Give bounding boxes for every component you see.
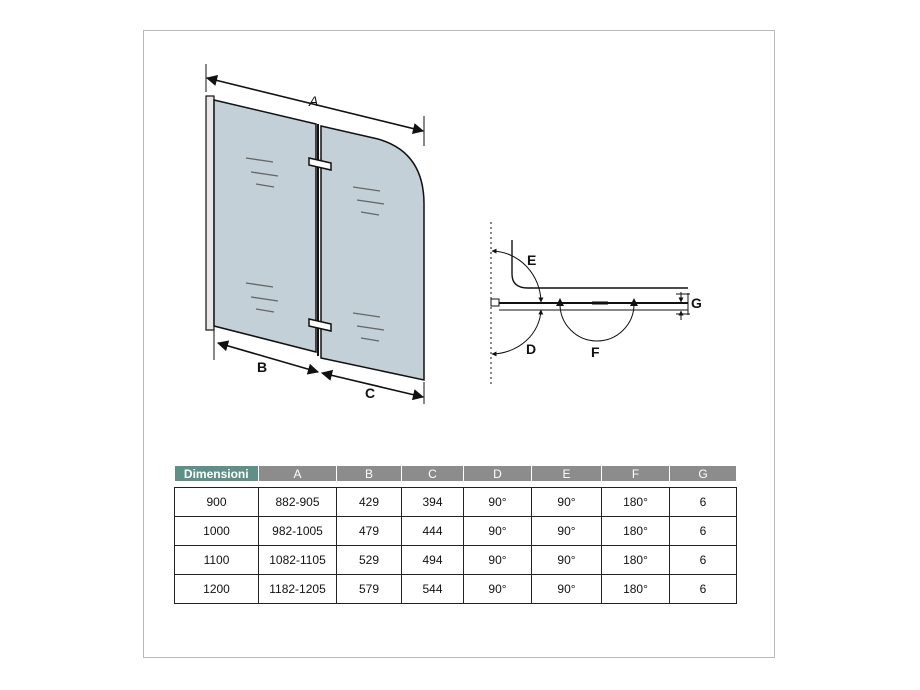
table-cell: 90° xyxy=(464,546,532,575)
table-cell: 1200 xyxy=(175,575,259,604)
wall-profile-plan xyxy=(491,299,499,306)
label-f: F xyxy=(591,344,600,360)
label-a: A xyxy=(309,93,319,109)
label-e: E xyxy=(527,252,537,268)
table-cell: 882-905 xyxy=(259,488,337,517)
table-cell: 6 xyxy=(670,546,737,575)
table-cell: 90° xyxy=(464,575,532,604)
table-cell: 1100 xyxy=(175,546,259,575)
table-cell: 90° xyxy=(532,546,602,575)
header-dimensioni: Dimensioni xyxy=(175,466,259,481)
dimensions-table xyxy=(174,466,737,604)
table-cell: 90° xyxy=(532,488,602,517)
table-cell: 1182-1205 xyxy=(259,575,337,604)
screen-top-view xyxy=(491,222,702,386)
label-b: B xyxy=(257,359,268,375)
screen-front-view xyxy=(206,64,424,404)
table-cell: 529 xyxy=(337,546,402,575)
table-cell: 180° xyxy=(602,546,670,575)
table-row xyxy=(175,546,737,575)
table-header-row xyxy=(175,466,737,481)
table-cell: 444 xyxy=(402,517,464,546)
table-row xyxy=(175,517,737,546)
table-cell: 394 xyxy=(402,488,464,517)
header-d: D xyxy=(464,466,532,481)
table-cell: 6 xyxy=(670,517,737,546)
table-row xyxy=(175,575,737,604)
table-cell: 180° xyxy=(602,488,670,517)
table-cell: 90° xyxy=(464,517,532,546)
table-cell: 180° xyxy=(602,575,670,604)
label-d: D xyxy=(526,341,537,357)
dimension-c xyxy=(322,373,424,404)
wall-profile xyxy=(206,96,214,330)
glass-panel-right xyxy=(321,126,424,380)
bath-outline xyxy=(512,240,688,288)
table-cell: 494 xyxy=(402,546,464,575)
header-f: F xyxy=(602,466,670,481)
table-cell: 180° xyxy=(602,517,670,546)
table-cell: 6 xyxy=(670,575,737,604)
label-g: G xyxy=(691,295,702,311)
table-cell: 429 xyxy=(337,488,402,517)
header-b: B xyxy=(337,466,402,481)
table-row xyxy=(175,488,737,517)
table-cell: 90° xyxy=(532,517,602,546)
table-cell: 900 xyxy=(175,488,259,517)
header-a: A xyxy=(259,466,337,481)
header-g: G xyxy=(670,466,737,481)
label-c: C xyxy=(365,385,376,401)
table-cell: 579 xyxy=(337,575,402,604)
table-cell: 544 xyxy=(402,575,464,604)
table-cell: 90° xyxy=(532,575,602,604)
table-cell: 1000 xyxy=(175,517,259,546)
table-cell: 6 xyxy=(670,488,737,517)
header-c: C xyxy=(402,466,464,481)
glass-panel-left xyxy=(214,100,316,352)
header-e: E xyxy=(532,466,602,481)
table-cell: 982-1005 xyxy=(259,517,337,546)
table-cell: 1082-1105 xyxy=(259,546,337,575)
table-cell: 479 xyxy=(337,517,402,546)
table-cell: 90° xyxy=(464,488,532,517)
